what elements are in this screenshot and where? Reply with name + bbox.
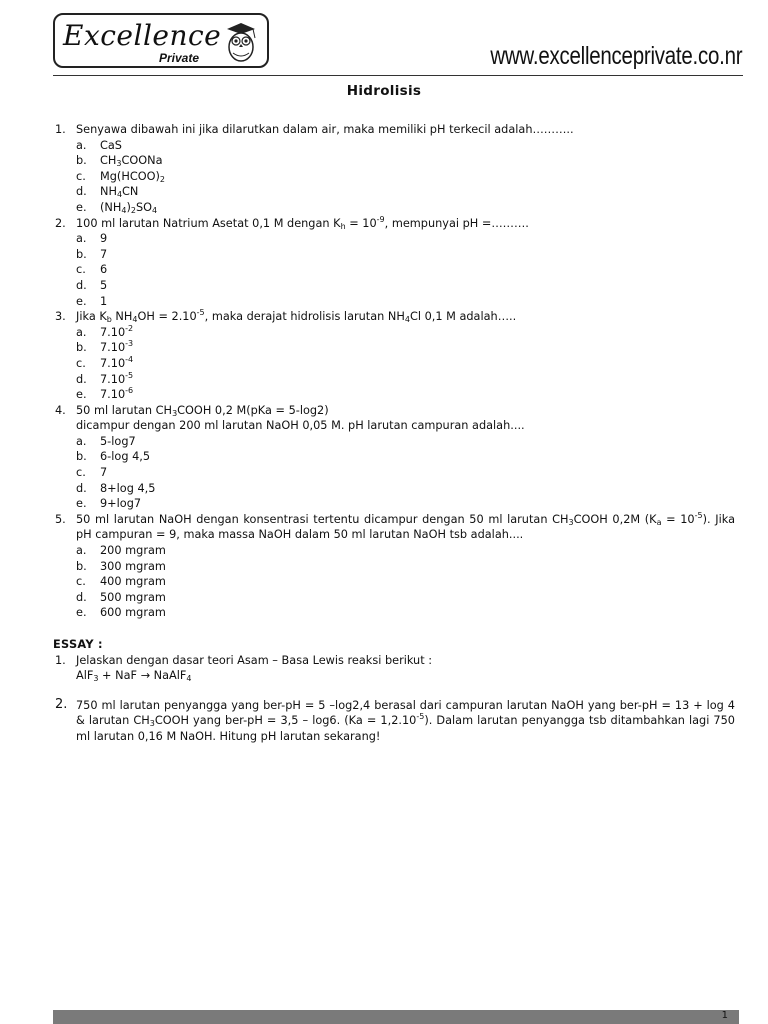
question-number: 5. <box>55 512 66 526</box>
question-text: Senyawa dibawah ini jika dilarutkan dalam air, maka memiliki pH terkecil adalah……….. <box>76 123 574 136</box>
option-c: c. $Mg(HCOO)_2$ <box>76 169 165 184</box>
question-number: 1. <box>55 123 66 136</box>
option-c: c. 6 <box>76 263 108 277</box>
question-2: 2. 100 ml larutan Natrium Asetat 0,1 M dengan $K_h = 10^{-9}$, mempunyai pH =………. <box>55 214 529 231</box>
option-b: b. 6-log 4,5 <box>76 450 151 464</box>
option-d: d. $7.10^{-5}$ <box>76 370 134 386</box>
option-a: a. 5-log7 <box>76 434 136 448</box>
option-b: b. $CH_3COONa$ <box>76 154 163 169</box>
question-number: 2. <box>55 216 66 230</box>
option-d: d. $NH_4CN$ <box>76 185 139 200</box>
question-list <box>53 122 735 745</box>
option-e: e. 600 mgram <box>76 606 166 620</box>
question-5: 5. 50 ml larutan NaOH dengan konsentrasi tertentu dicampur dengan 50 ml larutan $CH_3COOH$ 0,2M $(K_a = 10^{-5})$. Jika pH campuran = 9, maka massa NaOH dalam 50 ml larutan NaOH tsb adalah.... <box>55 510 735 542</box>
logo-text: Excellence <box>63 19 222 52</box>
option-e: e. $7.10^{-6}$ <box>76 386 134 402</box>
question-4-continued: dicampur dengan 200 ml larutan NaOH 0,05 M. pH larutan campuran adalah.... <box>76 419 525 433</box>
question-number: 1. <box>55 653 66 667</box>
owl-mascot-icon <box>221 21 261 63</box>
footer-bar <box>53 1010 739 1024</box>
essay-question-2: 2. 750 ml larutan penyangga yang ber-pH = 5 –log2,4 berasal dari campuran larutan NaOH yang ber-pH = 13 + log 4 & larutan $CH_3COOH$ yang ber-pH = 3,5 – log6. $(Ka = 1,2.10^{-5})$. Dalam larutan penyangga tsb ditambahkan lagi 750 ml larutan 0,16 M NaOH. Hitung pH larutan sekarang! <box>55 696 735 743</box>
question-4: 4. 50 ml larutan $CH_3COOH$ 0,2 M(pKa = 5-log2) <box>55 403 329 418</box>
question-1 <box>53 122 735 138</box>
question-number: 4. <box>55 403 66 417</box>
question-number: 2. <box>55 696 68 712</box>
option-d: d. 5 <box>76 278 108 292</box>
option-a: a. CaS <box>76 138 122 152</box>
option-a: a. 200 mgram <box>76 544 166 558</box>
option-e: e. 9+log7 <box>76 497 142 511</box>
option-a: a. $7.10^{-2}$ <box>76 323 134 339</box>
site-url: www.excellenceprivate.co.nr <box>489 42 742 70</box>
option-e: e. $(NH_4)_2SO_4$ <box>76 200 158 215</box>
question-number: 3. <box>55 310 66 324</box>
reaction-equation: AlF$_3$ + NaF → NaAlF$_4$ <box>76 669 192 684</box>
option-c: c. $7.10^{-4}$ <box>76 354 134 370</box>
question-3: 3. Jika $K_b$ $NH_4OH = 2.10^{-5}$, maka derajat hidrolisis larutan $NH_4Cl$ 0,1 M adalah….. <box>55 308 517 325</box>
page-number: 1 <box>721 1010 728 1021</box>
essay-question-1: 1. Jelaskan dengan dasar teori Asam – Basa Lewis reaksi berikut : <box>55 653 433 667</box>
option-b: b. 7 <box>76 247 108 261</box>
option-c: c. 400 mgram <box>76 575 166 589</box>
option-a: a. 9 <box>76 232 108 246</box>
option-d: d. 500 mgram <box>76 590 166 604</box>
option-e: e. 1 <box>76 294 108 308</box>
header-divider <box>53 75 743 76</box>
logo <box>53 13 269 68</box>
page-title: Hidrolisis <box>346 83 422 99</box>
option-d: d. 8+log 4,5 <box>76 481 156 495</box>
logo-subtext: Private <box>159 51 200 65</box>
option-b: b. 300 mgram <box>76 559 166 573</box>
option-b: b. $7.10^{-3}$ <box>76 339 134 355</box>
option-c: c. 7 <box>76 466 108 480</box>
essay-heading: ESSAY : <box>53 638 103 651</box>
